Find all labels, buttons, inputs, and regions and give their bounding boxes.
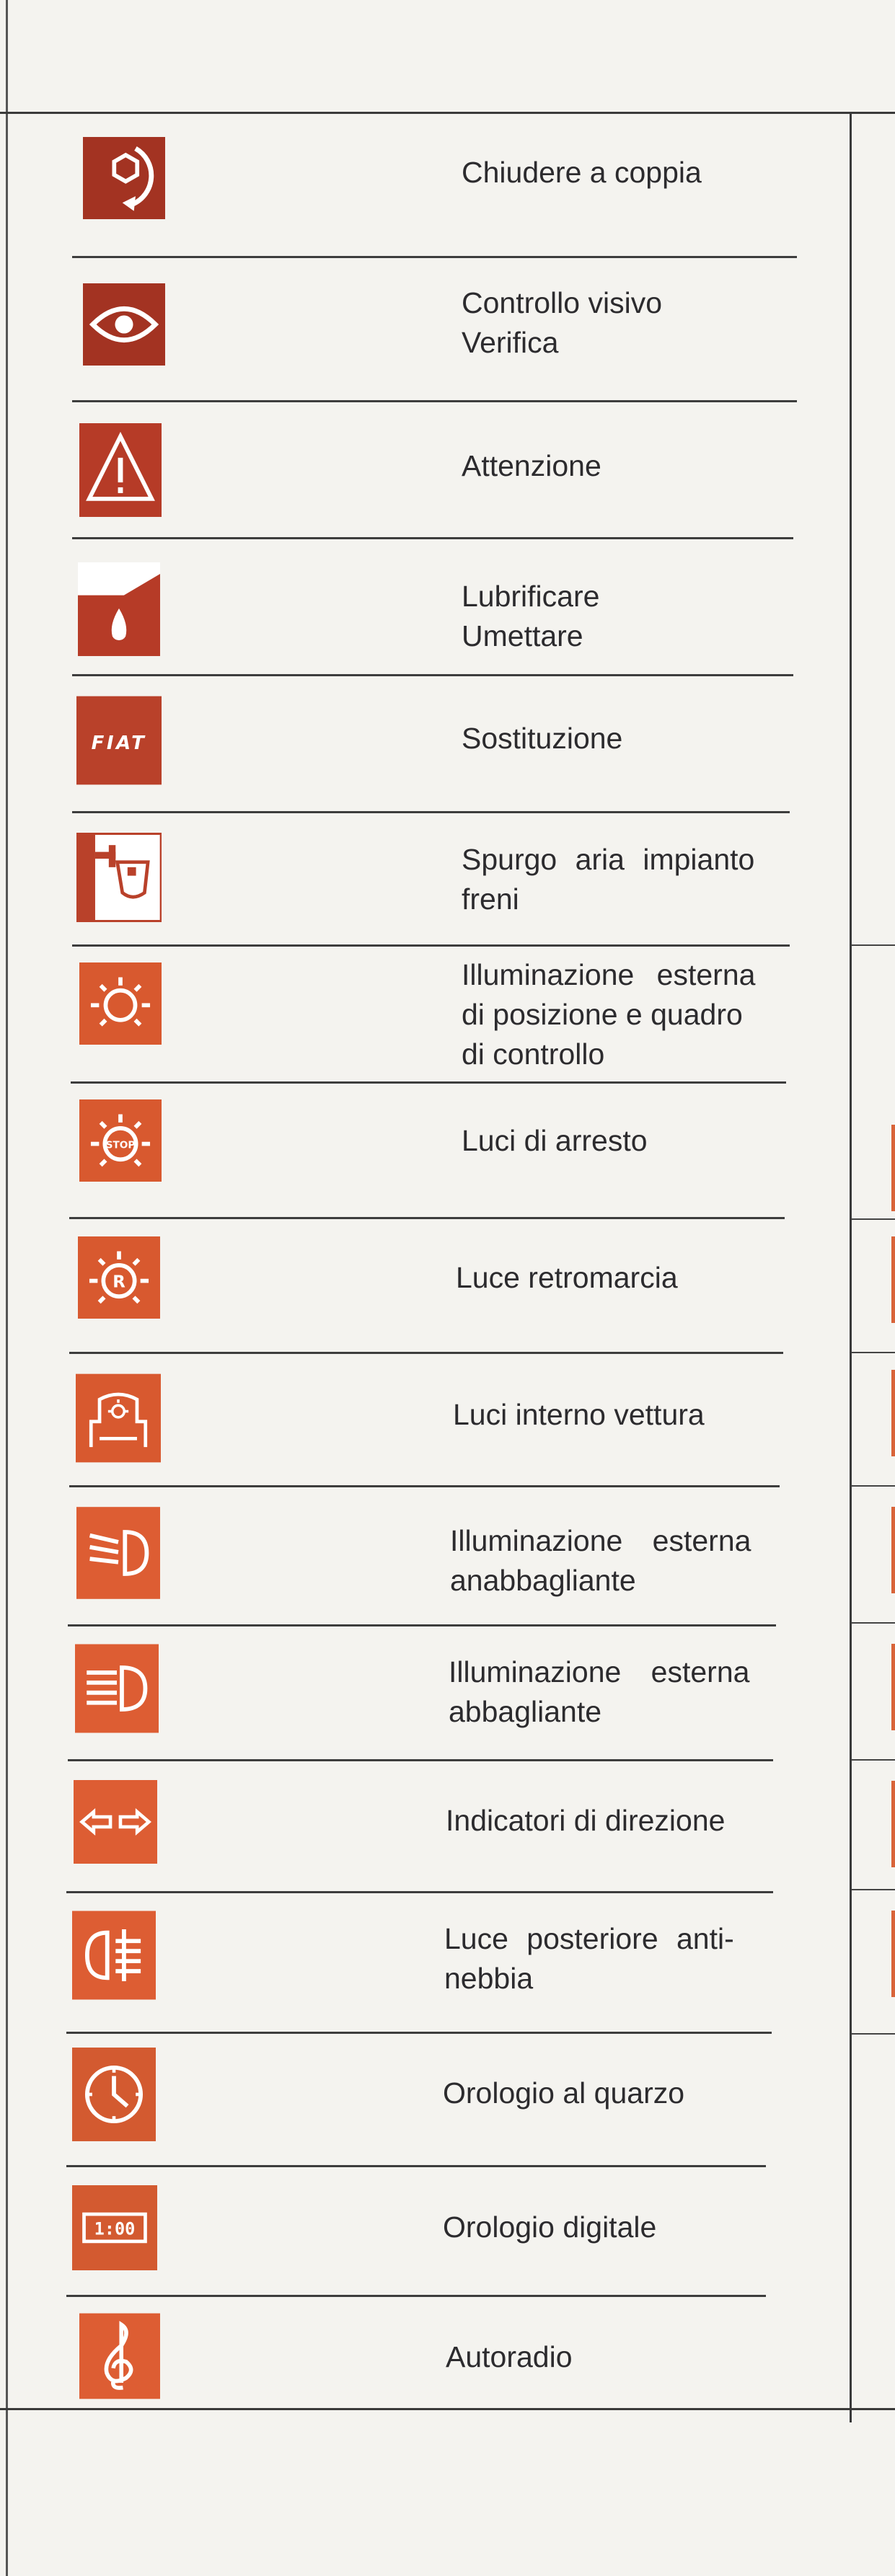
turn-signal-icon — [74, 1779, 157, 1864]
torque-wrench-icon — [83, 137, 165, 219]
reverse-lamp-icon — [78, 1236, 160, 1319]
row-label: Luci interno vettura — [453, 1398, 705, 1431]
row-divider — [72, 944, 790, 947]
edge-divider — [852, 1352, 895, 1353]
high-beam-icon — [75, 1644, 159, 1733]
edge-divider — [852, 1485, 895, 1487]
page-left-edge — [6, 0, 8, 2576]
row-label: Autoradio — [446, 2340, 573, 2373]
stop-text: STOP — [105, 1139, 136, 1151]
table-top-border — [0, 112, 895, 114]
row-label: Sostituzione — [462, 722, 623, 755]
row-divider — [72, 400, 797, 402]
edge-icon-fragment — [891, 1911, 895, 1997]
edge-icon-fragment — [891, 1781, 895, 1867]
eye-icon — [83, 283, 165, 366]
quartz-clock-icon — [72, 2048, 156, 2141]
edge-divider — [852, 944, 895, 946]
row-label: Indicatori di direzione — [446, 1804, 726, 1837]
adjacent-column-strip — [852, 114, 895, 2408]
row-label: Luce posteriore anti- nebbia — [444, 1922, 734, 1995]
row-label: Attenzione — [462, 449, 601, 482]
rear-fog-lamp-icon — [72, 1911, 156, 2000]
row-label: Lubrificare Umettare — [462, 580, 600, 652]
row-divider — [72, 537, 793, 539]
treble-clef-icon — [79, 2313, 160, 2399]
fiat-logo-icon — [76, 696, 162, 785]
edge-icon-fragment — [891, 1125, 895, 1211]
row-label: Spurgo aria impianto freni — [462, 843, 755, 916]
edge-divider — [852, 1759, 895, 1761]
row-divider — [66, 1891, 773, 1893]
row-label: Luci di arresto — [462, 1124, 648, 1157]
edge-divider — [852, 1622, 895, 1624]
warning-triangle-icon — [79, 423, 162, 517]
row-divider — [69, 1217, 785, 1219]
row-label: Controllo visivo Verifica — [462, 286, 662, 359]
edge-icon-fragment — [891, 1507, 895, 1593]
digital-clock-text: 1:00 — [94, 2218, 136, 2239]
digital-clock-icon — [72, 2185, 157, 2271]
position-lamp-icon — [79, 962, 162, 1045]
row-divider — [72, 811, 790, 813]
row-divider — [69, 1352, 783, 1354]
row-divider — [68, 1759, 773, 1761]
edge-icon-fragment — [891, 1644, 895, 1730]
oil-can-drop-icon — [78, 562, 160, 656]
row-divider — [71, 1081, 786, 1084]
table-bottom-border — [0, 2408, 895, 2410]
fiat-logo-text: FIAT — [91, 732, 147, 754]
row-label: Orologio digitale — [443, 2210, 657, 2244]
brake-bleed-icon — [76, 833, 162, 922]
row-label: Orologio al quarzo — [443, 2076, 685, 2110]
row-label: Chiudere a coppia — [462, 156, 702, 189]
row-divider — [66, 2295, 766, 2297]
edge-divider — [852, 2033, 895, 2035]
low-beam-icon — [76, 1507, 160, 1599]
row-divider — [66, 2032, 772, 2034]
row-divider — [72, 674, 793, 676]
row-divider — [68, 1624, 776, 1626]
row-divider — [72, 256, 797, 258]
stop-lamp-icon — [79, 1099, 162, 1182]
edge-divider — [852, 1889, 895, 1890]
interior-light-icon — [76, 1373, 161, 1463]
row-label: Illuminazione esterna di posizione e quadro di controllo — [462, 958, 756, 1071]
edge-icon-fragment — [891, 1236, 895, 1323]
row-divider — [69, 1485, 780, 1487]
row-label: Luce retromarcia — [456, 1261, 678, 1294]
row-divider — [66, 2165, 766, 2167]
edge-divider — [852, 1218, 895, 1220]
row-label: Illuminazione esterna abbagliante — [449, 1655, 750, 1728]
edge-icon-fragment — [891, 1370, 895, 1456]
reverse-text: R — [113, 1272, 125, 1292]
row-label: Illuminazione esterna anabbagliante — [450, 1524, 751, 1597]
